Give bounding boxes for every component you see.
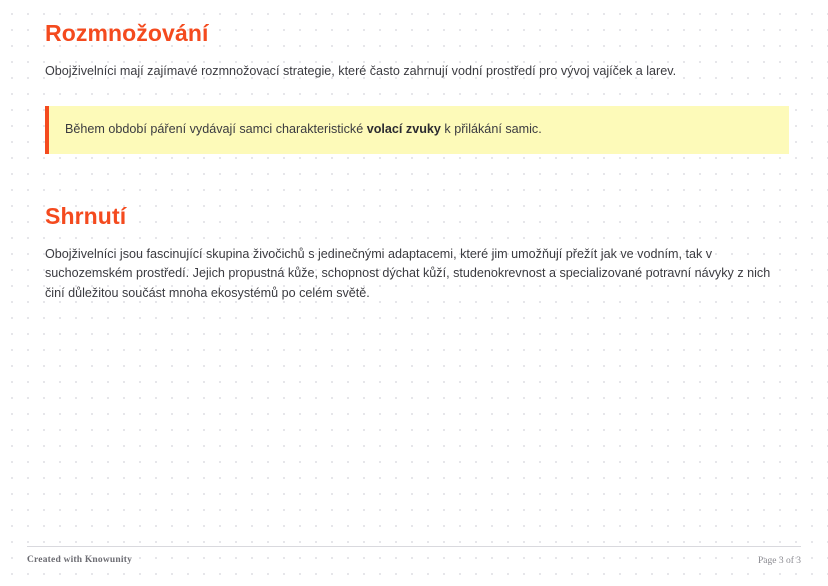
- callout-text-emphasis: volací zvuky: [366, 121, 441, 136]
- callout-box: [45, 106, 789, 154]
- section-paragraph: Obojživelníci mají zajímavé rozmnožovací strategie, které často zahrnují vodní prostředí pro vývoj vajíček a larev.: [45, 64, 677, 78]
- summary-paragraph: Obojživelníci jsou fascinující skupina živočichů s jedinečnými adaptacemi, které jim umožňují přežít jak ve vodním, tak v suchozemském prostředí. Jejich propustná kůže, schopnost dýchat kůží, studenokrevnost a specializované potravní návyky z nich činí důležitou součást mnoha ekosystémů po celém světě.: [45, 246, 771, 300]
- document-content: [45, 18, 789, 303]
- section-reproduction: [45, 18, 789, 154]
- footer-page-number: Page 3 of 3: [757, 556, 801, 566]
- page-footer: [0, 546, 828, 586]
- section-summary: [45, 201, 789, 304]
- callout-text-before: Během období páření vydávají samci charakteristické: [65, 121, 367, 136]
- section-divider: [45, 174, 789, 175]
- footer-brand-label: Created with Knowunity: [27, 555, 133, 565]
- callout-text: [65, 122, 542, 136]
- callout-text-after: k přilákání samic.: [440, 121, 542, 136]
- footer-divider: [27, 546, 801, 547]
- page-title: Rozmnožování: [45, 20, 209, 46]
- section-title-summary: Shrnutí: [45, 202, 127, 229]
